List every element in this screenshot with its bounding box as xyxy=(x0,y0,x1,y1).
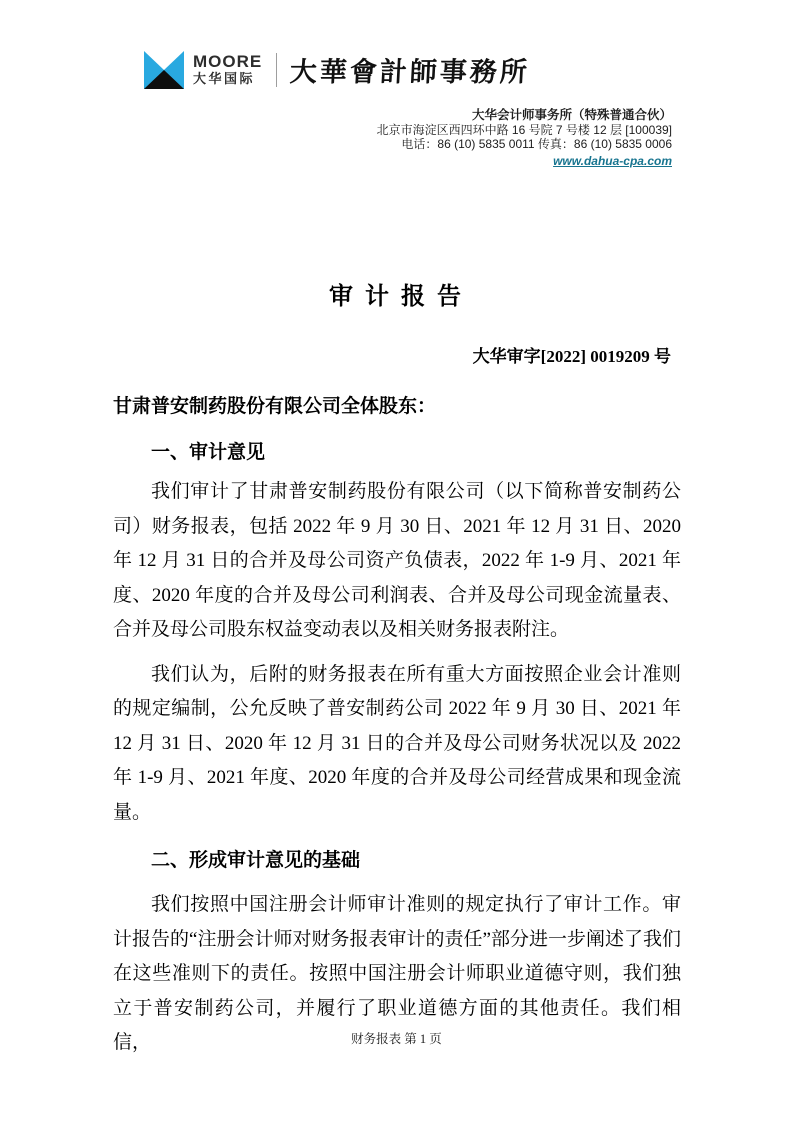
moore-logo-icon xyxy=(144,51,184,89)
firm-calligraphy-name: 大華會計師事務所 xyxy=(289,57,531,88)
brand-name-en: MOORE xyxy=(193,52,263,71)
firm-website-link[interactable]: www.dahua-cpa.com xyxy=(553,153,672,168)
brand-name-cn: 大华国际 xyxy=(193,71,256,86)
logo-divider xyxy=(276,53,277,87)
section-heading-basis-for-opinion: 二、形成审计意见的基础 xyxy=(151,850,361,871)
firm-contact-block xyxy=(377,108,672,168)
paragraph-audit-opinion: 我们认为，后附的财务报表在所有重大方面按照企业会计准则的规定编制，公允反映了普安制药公司 2022 年 9 月 30 日、2021 年 12 月 31 日、2020 年 12 月 31 日的合并及母公司财务状况以及 2022 年 1-9 月、2021 年度、2020 年度的合并及母公司经营成果和现金流量。 xyxy=(113,663,681,823)
report-body xyxy=(113,394,681,1061)
paragraph-audit-scope: 我们审计了甘肃普安制药股份有限公司（以下简称普安制药公司）财务报表，包括 2022 年 9 月 30 日、2021 年 12 月 31 日、2020 年 12 月 31 日的合并及母公司资产负债表，2022 年 1-9 月、2021 年度、2020 年度的合并及母公司利润表、合并及母公司现金流量表、合并及母公司股东权益变动表以及相关财务报表附注。 xyxy=(113,481,681,640)
section-heading-audit-opinion: 一、审计意见 xyxy=(151,442,266,463)
firm-logo xyxy=(144,50,530,89)
page-footer: 财务报表 第 1 页 xyxy=(351,1032,442,1046)
moore-wordmark xyxy=(193,52,262,87)
report-number: 大华审字[2022] 0019209 号 xyxy=(472,347,671,366)
firm-address: 北京市海淀区西四环中路 16 号院 7 号楼 12 层 [100039] xyxy=(376,122,672,137)
addressee-line: 甘肃普安制药股份有限公司全体股东： xyxy=(113,396,437,417)
firm-phone-fax: 电话：86 (10) 5835 0011 传真：86 (10) 5835 0006 xyxy=(401,137,672,151)
paragraph-basis-for-opinion: 我们按照中国注册会计师审计准则的规定执行了审计工作。审计报告的“注册会计师对财务报表审计的责任”部分进一步阐述了我们在这些准则下的责任。按照中国注册会计师职业道德守则，我们独立于普安制药公司，并履行了职业道德方面的其他责任。我们相信， xyxy=(113,894,681,1053)
report-title: 审 计 报 告 xyxy=(329,284,464,310)
firm-legal-name: 大华会计师事务所（特殊普通合伙） xyxy=(471,108,672,122)
